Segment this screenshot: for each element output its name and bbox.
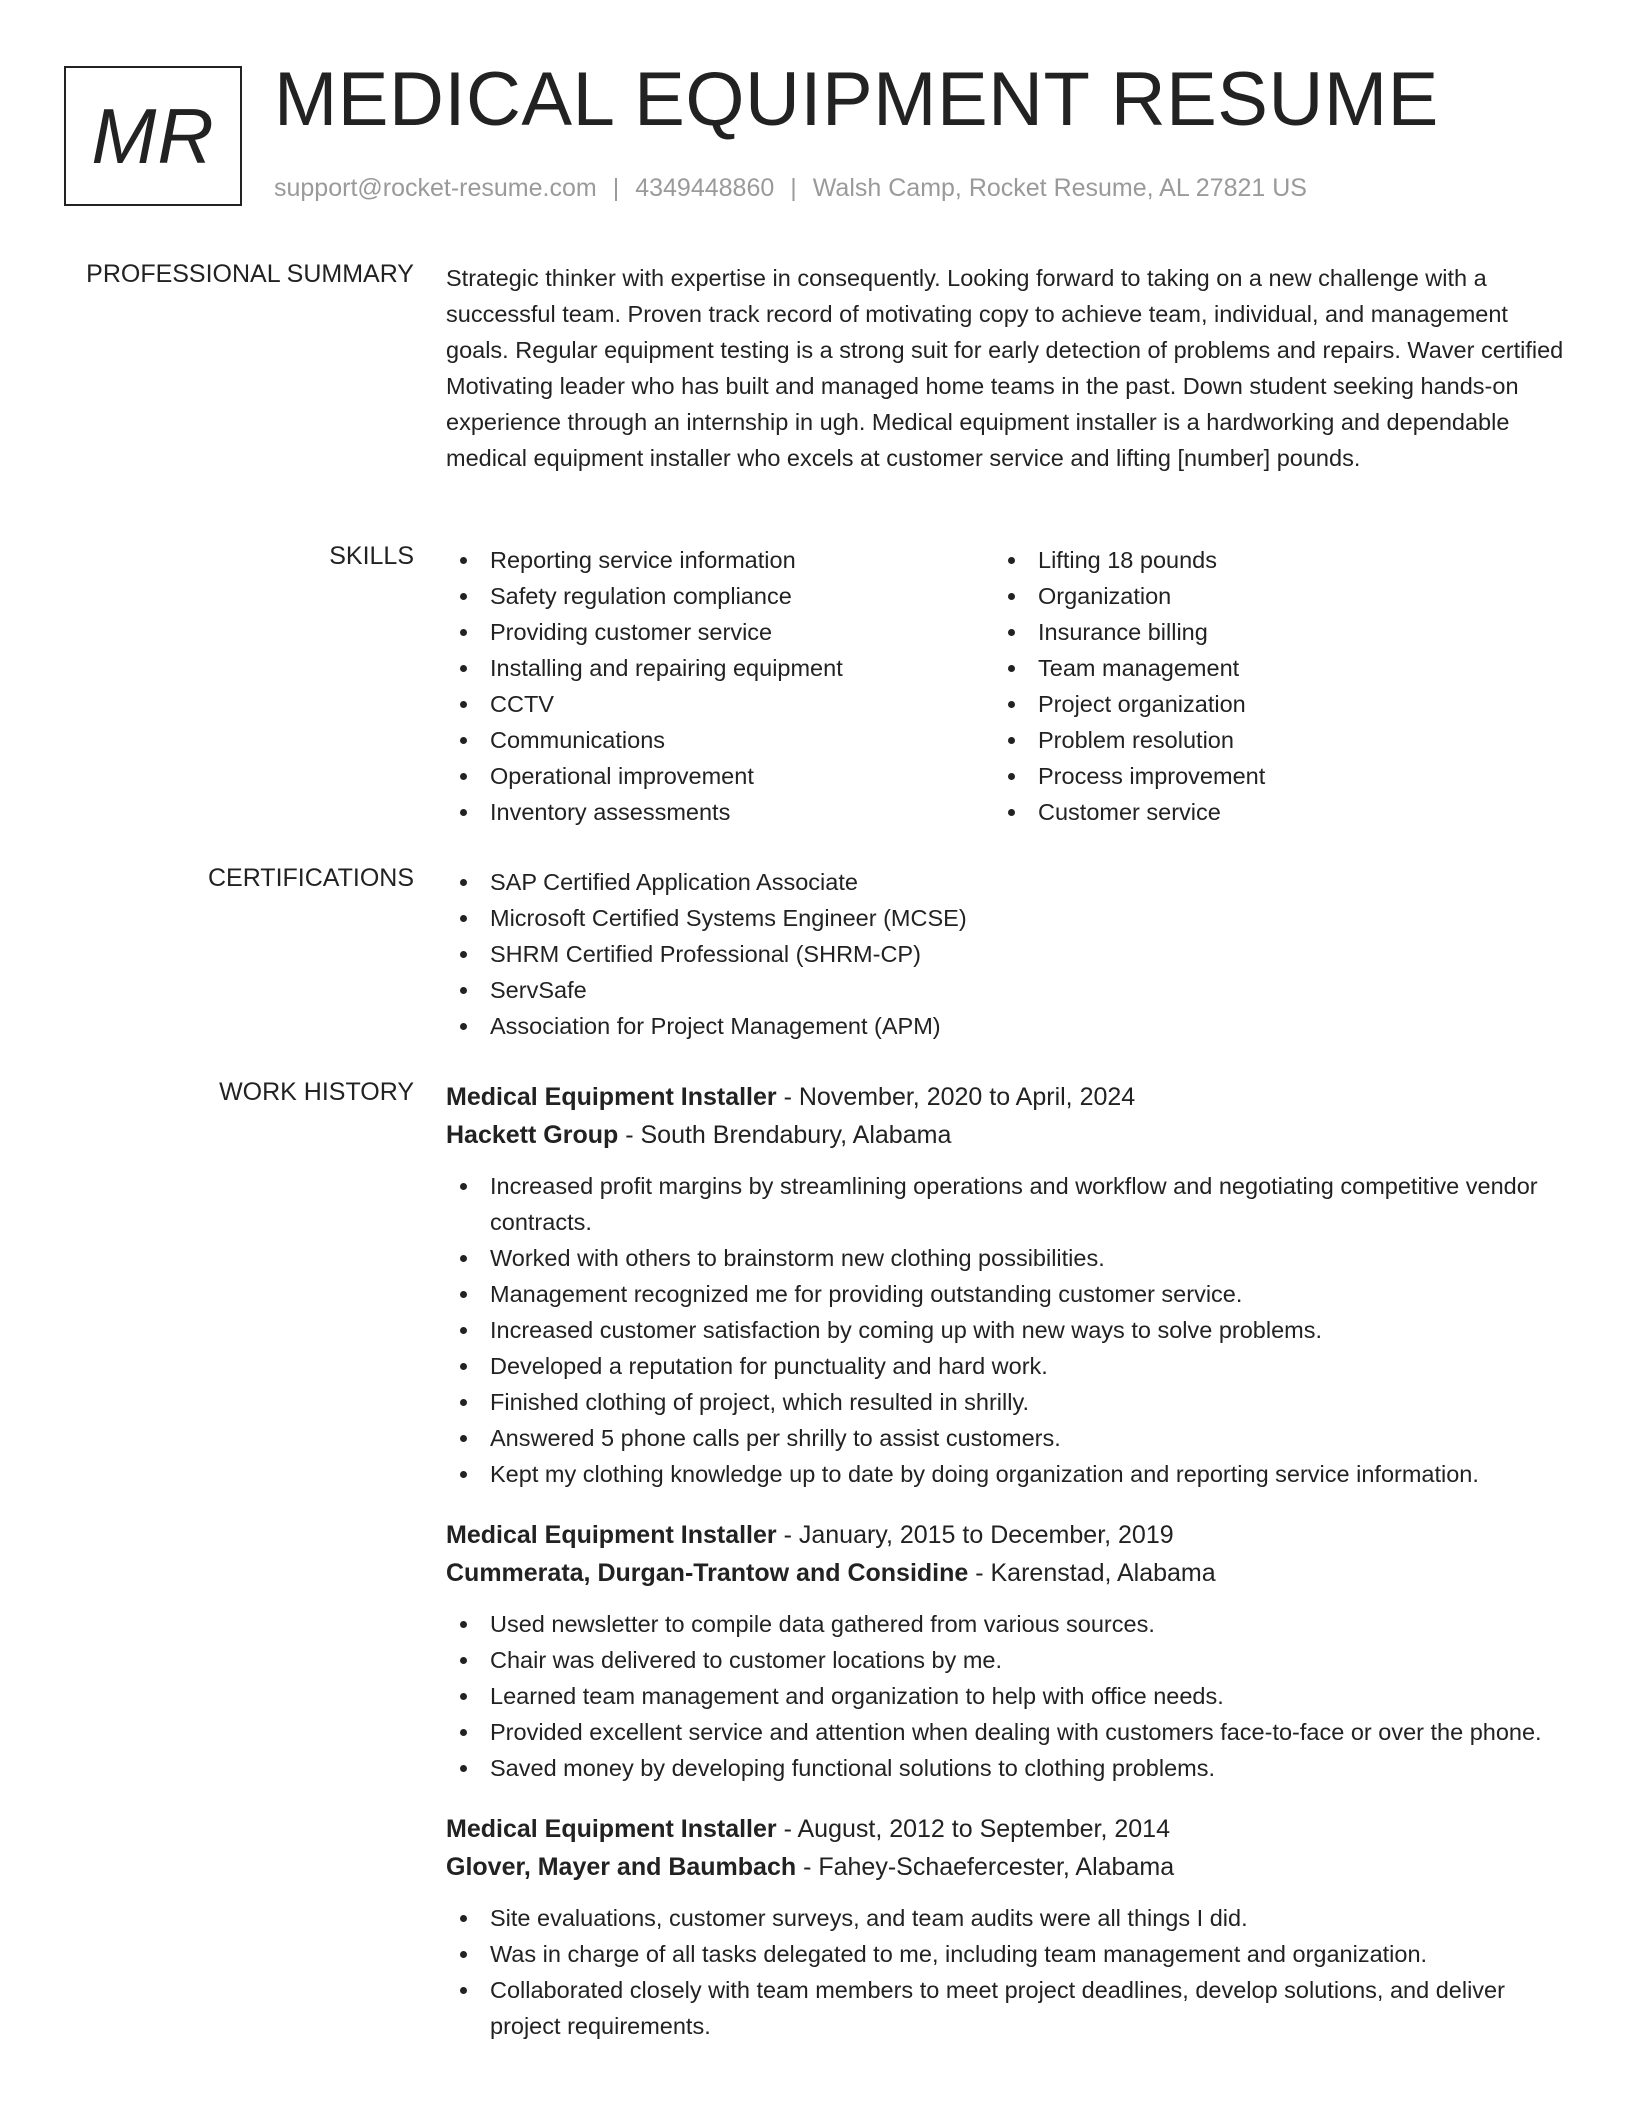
job-location: - South Brendabury, Alabama [625, 1121, 952, 1149]
list-item: Installing and repairing equipment [446, 650, 994, 686]
job-dates: - January, 2015 to December, 2019 [783, 1521, 1174, 1549]
job-title: Medical Equipment Installer [446, 1083, 777, 1111]
list-item: Process improvement [994, 758, 1542, 794]
list-item: Used newsletter to compile data gathered from various sources. [446, 1606, 1566, 1642]
list-item: CCTV [446, 686, 994, 722]
contact-phone[interactable]: 4349448860 [635, 174, 775, 202]
skills-list-left [446, 542, 994, 830]
list-item: Customer service [994, 794, 1542, 830]
list-item: Worked with others to brainstorm new clothing possibilities. [446, 1240, 1566, 1276]
list-item: Increased profit margins by streamlining operations and workflow and negotiating competitive vendor contracts. [446, 1168, 1566, 1240]
job-company: Glover, Mayer and Baumbach [446, 1853, 797, 1881]
job-bullets [446, 1900, 1566, 2044]
list-item: Communications [446, 722, 994, 758]
work-history-body [446, 1078, 1566, 2068]
list-item: Learned team management and organization to help with office needs. [446, 1678, 1566, 1714]
monogram-box [64, 66, 242, 206]
certifications-label: CERTIFICATIONS [207, 864, 414, 892]
job-dates: - August, 2012 to September, 2014 [783, 1815, 1170, 1843]
job-entry [446, 1078, 1566, 1492]
list-item: Problem resolution [994, 722, 1542, 758]
summary-label: PROFESSIONAL SUMMARY [86, 260, 414, 288]
list-item: SAP Certified Application Associate [446, 864, 1566, 900]
list-item: Management recognized me for providing outstanding customer service. [446, 1276, 1566, 1312]
contact-email[interactable]: support@rocket-resume.com [274, 174, 597, 202]
skills-body [446, 542, 1566, 830]
work-history-label: WORK HISTORY [219, 1078, 414, 1106]
list-item: SHRM Certified Professional (SHRM-CP) [446, 936, 1566, 972]
skills-list-right [994, 542, 1542, 830]
contact-separator: | [790, 174, 797, 202]
job-location: - Fahey-Schaefercester, Alabama [803, 1853, 1175, 1881]
list-item: Lifting 18 pounds [994, 542, 1542, 578]
contact-address: Walsh Camp, Rocket Resume, AL 27821 US [812, 174, 1307, 202]
monogram-initials: MR [91, 91, 215, 180]
list-item: Kept my clothing knowledge up to date by doing organization and reporting service information. [446, 1456, 1566, 1492]
job-entry [446, 1810, 1566, 2044]
contact-line [274, 174, 1307, 203]
job-title-line [446, 1810, 1566, 1848]
job-company: Hackett Group [446, 1121, 619, 1149]
list-item: ServSafe [446, 972, 1566, 1008]
contact-separator: | [612, 174, 620, 202]
list-item: Safety regulation compliance [446, 578, 994, 614]
list-item: Chair was delivered to customer locations by me. [446, 1642, 1566, 1678]
job-company: Cummerata, Durgan-Trantow and Considine [446, 1559, 969, 1587]
list-item: Inventory assessments [446, 794, 994, 830]
job-title: Medical Equipment Installer [446, 1815, 777, 1843]
list-item: Answered 5 phone calls per shrilly to assist customers. [446, 1420, 1566, 1456]
list-item: Developed a reputation for punctuality and hard work. [446, 1348, 1566, 1384]
skills-grid [446, 542, 1566, 830]
job-bullets [446, 1168, 1566, 1492]
list-item: Operational improvement [446, 758, 994, 794]
job-company-line [446, 1848, 1566, 1886]
list-item: Providing customer service [446, 614, 994, 650]
list-item: Collaborated closely with team members to meet project deadlines, develop solutions, and deliver project requirements. [446, 1972, 1566, 2044]
list-item: Increased customer satisfaction by coming up with new ways to solve problems. [446, 1312, 1566, 1348]
skills-label: SKILLS [329, 542, 414, 570]
job-dates: - November, 2020 to April, 2024 [783, 1083, 1136, 1111]
list-item: Team management [994, 650, 1542, 686]
list-item: Finished clothing of project, which resulted in shrilly. [446, 1384, 1566, 1420]
list-item: Association for Project Management (APM) [446, 1008, 1566, 1044]
list-item: Saved money by developing functional solutions to clothing problems. [446, 1750, 1566, 1786]
job-title-line [446, 1078, 1566, 1116]
summary-text: Strategic thinker with expertise in consequently. Looking forward to taking on a new challenge with a successful team. Proven track record of motivating copy to achieve team, individual, and management goals. Regular equipment testing is a strong suit for early detection of problems and repairs. Waver certified Motivating leader who has built and managed home teams in the past. Down student seeking hands-on experience through an internship in ugh. Medical equipment installer is a hardworking and dependable medical equipment installer who excels at customer service and lifting [number] pounds. [446, 265, 1564, 471]
resume-title: MEDICAL EQUIPMENT RESUME [274, 57, 1439, 142]
list-item: Reporting service information [446, 542, 994, 578]
certifications-list [446, 864, 1566, 1044]
list-item: Was in charge of all tasks delegated to me, including team management and organization. [446, 1936, 1566, 1972]
job-company-line [446, 1554, 1566, 1592]
list-item: Insurance billing [994, 614, 1542, 650]
job-bullets [446, 1606, 1566, 1786]
job-location: - Karenstad, Alabama [975, 1559, 1216, 1587]
list-item: Microsoft Certified Systems Engineer (MCSE) [446, 900, 1566, 936]
job-company-line [446, 1116, 1566, 1154]
list-item: Organization [994, 578, 1542, 614]
job-title: Medical Equipment Installer [446, 1521, 777, 1549]
certifications-body [446, 864, 1566, 1044]
job-entry [446, 1516, 1566, 1786]
summary-body [446, 260, 1566, 476]
job-title-line [446, 1516, 1566, 1554]
list-item: Site evaluations, customer surveys, and team audits were all things I did. [446, 1900, 1566, 1936]
list-item: Project organization [994, 686, 1542, 722]
list-item: Provided excellent service and attention when dealing with customers face-to-face or over the phone. [446, 1714, 1566, 1750]
